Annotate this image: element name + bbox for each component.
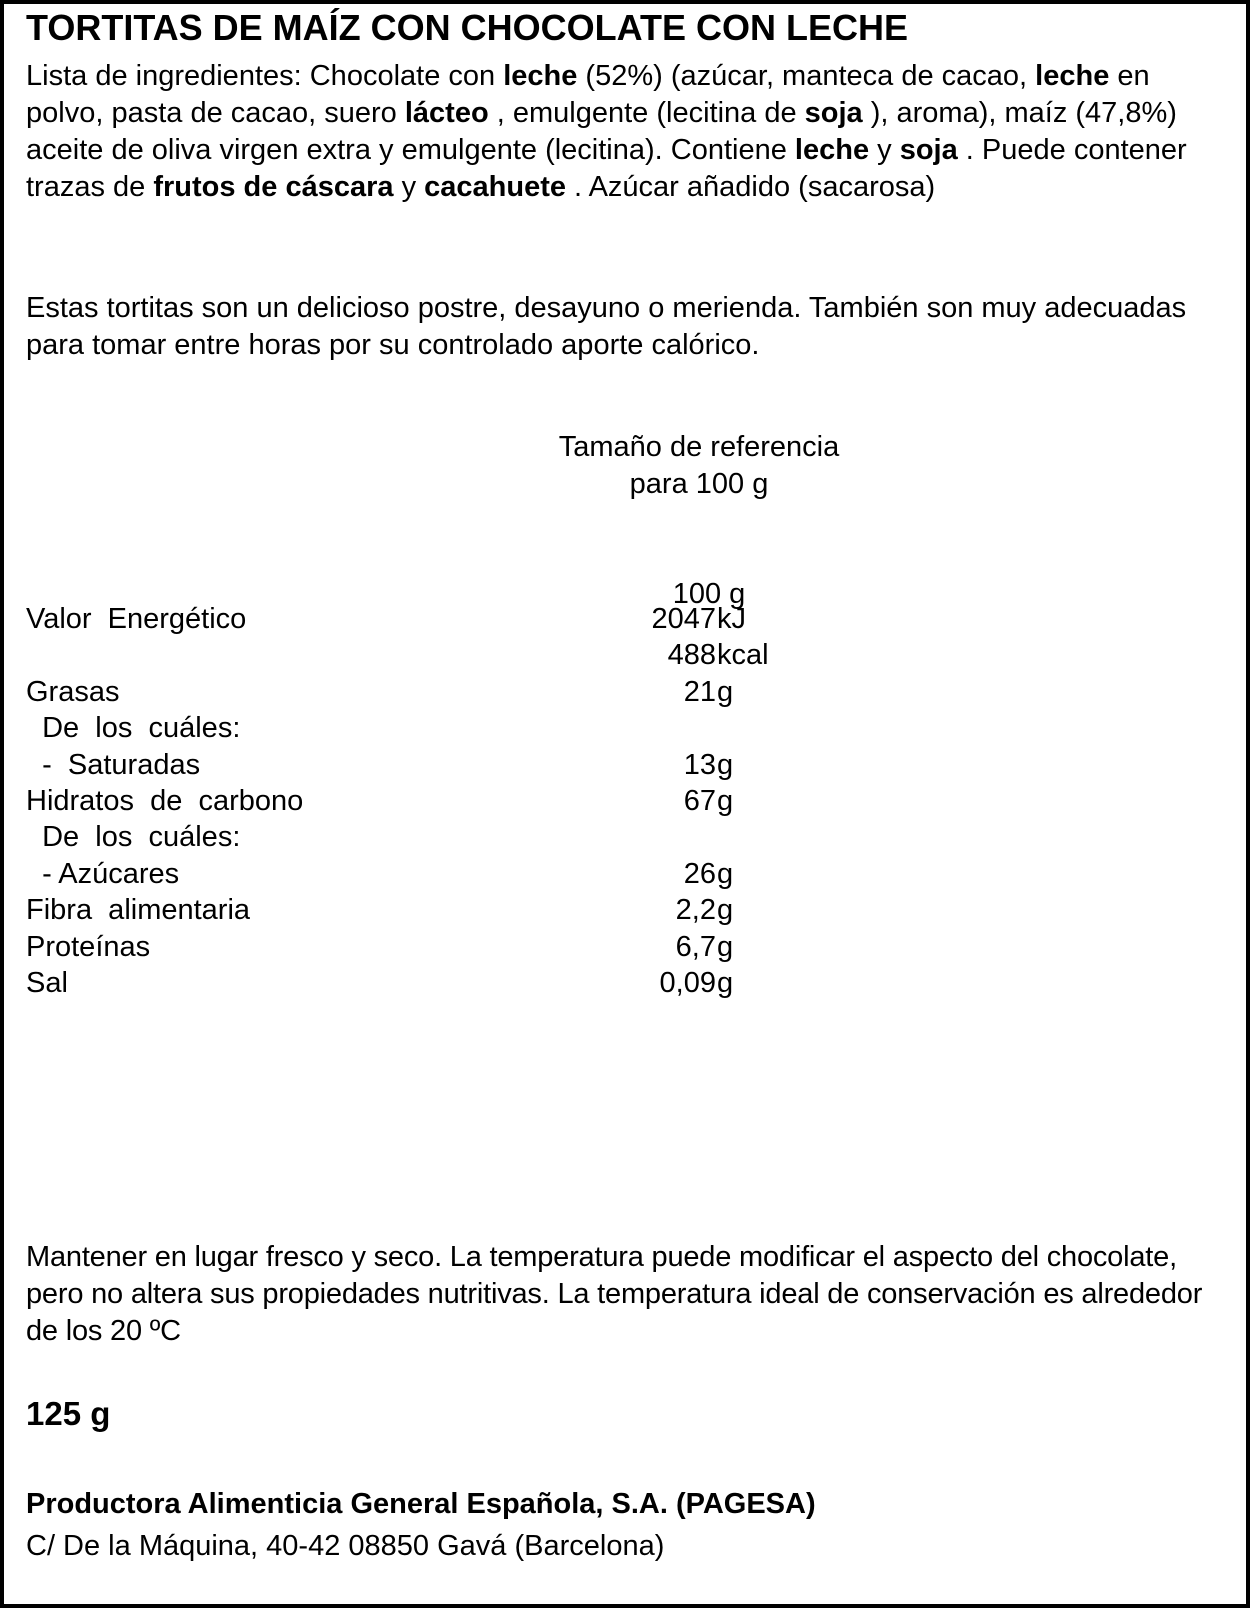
nutrient-unit: g bbox=[717, 930, 734, 963]
allergen-highlight: soja bbox=[804, 97, 863, 129]
reference-size-line2: para 100 g bbox=[629, 468, 769, 500]
nutrient-label: De los cuáles: bbox=[26, 821, 241, 854]
nutrition-row bbox=[4, 892, 1244, 929]
allergen-highlight: cacahuete bbox=[424, 171, 566, 203]
ingredient-text: , emulgente (lecitina de bbox=[488, 97, 805, 129]
nutrient-label: Valor Energético bbox=[26, 603, 247, 635]
nutrition-row bbox=[4, 929, 1244, 966]
nutrient-unit: g bbox=[717, 675, 734, 708]
ingredient-text: . Puede contener trazas de bbox=[26, 134, 1187, 203]
allergen-highlight: lácteo bbox=[404, 97, 489, 129]
nutrient-value: 2047 bbox=[651, 603, 716, 635]
nutrient-unit: g bbox=[717, 894, 734, 927]
nutrient-value: 6,7 bbox=[675, 930, 716, 963]
nutrient-value: 67 bbox=[683, 785, 716, 817]
nutrition-row bbox=[4, 710, 1244, 747]
ingredients-list bbox=[26, 58, 1226, 206]
ingredient-text: Lista de ingredientes: Chocolate con bbox=[26, 60, 504, 92]
nutrition-row bbox=[4, 856, 1244, 893]
nutrient-label: - Saturadas bbox=[26, 748, 201, 781]
nutrient-value: 2,2 bbox=[675, 894, 716, 927]
allergen-highlight: leche bbox=[503, 60, 578, 92]
nutrition-row bbox=[4, 965, 1244, 1002]
nutrient-label: De los cuáles: bbox=[26, 712, 241, 745]
allergen-highlight: leche bbox=[1035, 60, 1110, 92]
nutrient-value: 0,09 bbox=[659, 967, 716, 999]
nutrition-column-header: 100 g bbox=[672, 578, 746, 610]
nutrition-row bbox=[4, 819, 1244, 856]
nutrition-row bbox=[4, 747, 1244, 784]
ingredient-text: y bbox=[393, 171, 425, 203]
nutrient-label: Grasas bbox=[26, 675, 120, 708]
nutrient-unit: g bbox=[717, 967, 734, 999]
product-description: Estas tortitas son un delicioso postre, desayuno o merienda. También son muy adecuadas para tomar entre horas por su controlado aporte calórico. bbox=[26, 292, 1187, 361]
ingredient-text: (52%) (azúcar, manteca de cacao, bbox=[577, 60, 1036, 92]
product-title: TORTITAS DE MAÍZ CON CHOCOLATE CON LECHE bbox=[26, 7, 908, 48]
nutrient-value: 13 bbox=[683, 748, 716, 781]
allergen-highlight: frutos de cáscara bbox=[153, 171, 394, 203]
company-address: C/ De la Máquina, 40-42 08850 Gavá (Barcelona) bbox=[26, 1530, 665, 1562]
nutrient-value: 26 bbox=[683, 857, 716, 890]
nutrient-unit: g bbox=[717, 748, 734, 781]
ingredient-text: . Azúcar añadido (sacarosa) bbox=[566, 171, 936, 203]
nutrient-value: 488 bbox=[667, 639, 716, 672]
nutrient-label: Hidratos de carbono bbox=[26, 785, 304, 817]
reference-size-line1: Tamaño de referencia bbox=[558, 431, 840, 463]
storage-instructions: Mantener en lugar fresco y seco. La temperatura puede modificar el aspecto del chocolate, pero no altera sus propiedades nutritivas. La temperatura ideal de conservación es alrededor de los 20 ºC bbox=[26, 1241, 1203, 1347]
allergen-highlight: soja bbox=[899, 134, 958, 166]
nutrition-row bbox=[4, 637, 1244, 674]
nutrient-label: Fibra alimentaria bbox=[26, 894, 251, 927]
nutrient-label: - Azúcares bbox=[26, 857, 180, 890]
reference-size bbox=[444, 429, 954, 503]
company-name: Productora Alimenticia General Española, S.A. (PAGESA) bbox=[26, 1488, 816, 1520]
nutrient-label: Sal bbox=[26, 967, 68, 999]
net-weight: 125 g bbox=[26, 1395, 111, 1432]
allergen-highlight: leche bbox=[794, 134, 870, 166]
nutrient-unit: kcal bbox=[717, 639, 769, 672]
nutrient-label: Proteínas bbox=[26, 930, 151, 963]
nutrient-value: 21 bbox=[683, 675, 716, 708]
nutrition-row bbox=[4, 674, 1244, 711]
nutrition-row bbox=[4, 601, 1244, 638]
nutrient-unit: kJ bbox=[717, 603, 746, 635]
ingredient-text: y bbox=[869, 134, 900, 166]
nutrient-unit: g bbox=[717, 785, 734, 817]
nutrient-unit: g bbox=[717, 857, 734, 890]
ingredient-text: ), aroma), maíz (47,8%) aceite de oliva virgen extra y emulgente (lecitina). Contiene bbox=[26, 97, 1177, 166]
ingredient-text: en polvo, pasta de cacao, suero bbox=[26, 60, 1150, 129]
nutrition-row bbox=[4, 783, 1244, 820]
